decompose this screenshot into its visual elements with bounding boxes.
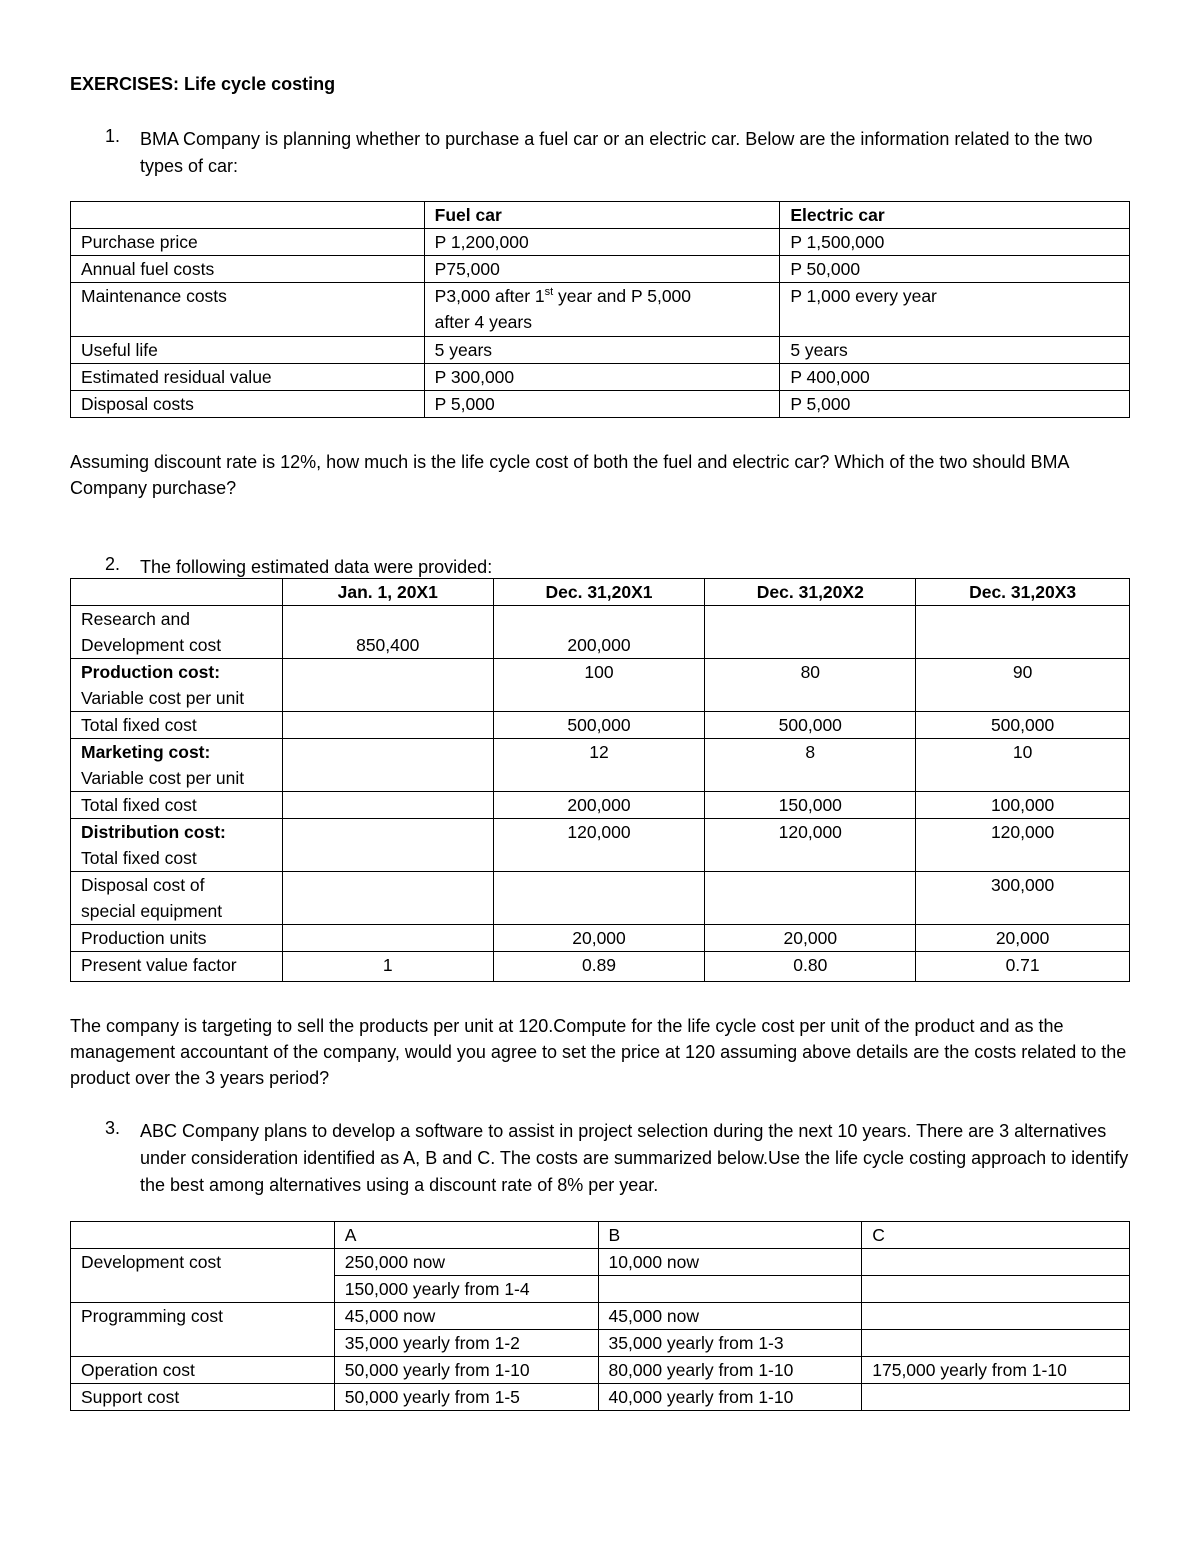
cell-value: 35,000 yearly from 1-3 — [598, 1330, 862, 1357]
row-label: Programming cost — [71, 1303, 335, 1357]
row-label: Total fixed cost — [71, 792, 283, 819]
cell-value: 175,000 yearly from 1-10 — [862, 1357, 1130, 1384]
table-row — [71, 925, 1130, 952]
cell-empty — [282, 872, 493, 925]
row-label: Development cost — [71, 1249, 335, 1303]
cell-empty — [862, 1330, 1130, 1357]
q2-header-col1: Jan. 1, 20X1 — [282, 579, 493, 606]
table-row — [71, 659, 1130, 712]
q2-number: 2. — [105, 554, 121, 574]
table-row — [71, 1357, 1130, 1384]
row-label: Disposal costs — [71, 391, 425, 418]
q3-header-row — [71, 1222, 1130, 1249]
electric-value: P 1,000 every year — [780, 283, 1130, 337]
fuel-value: 5 years — [424, 337, 780, 364]
fuel-maint-b: year and P 5,000 — [553, 286, 692, 306]
q1-header-blank — [71, 202, 425, 229]
disp-label-1: Disposal cost of — [81, 875, 205, 895]
table-row — [71, 283, 1130, 337]
row-label: Purchase price — [71, 229, 425, 256]
cell-value: 20,000 — [916, 925, 1130, 952]
q3-header-c: C — [862, 1222, 1130, 1249]
cell-empty — [916, 606, 1130, 659]
table-row — [71, 739, 1130, 792]
cell-value: 120,000 — [705, 819, 916, 872]
q2-question: The company is targeting to sell the products per unit at 120.Compute for the life cycle cost per unit of the product and as the management accountant of the company, would you agree to set the price at 120 assuming above details are the costs related to the product over the 3 years period? — [70, 1016, 1127, 1088]
electric-value: P 5,000 — [780, 391, 1130, 418]
fuel-value — [424, 283, 780, 337]
mkt-label-2: Variable cost per unit — [81, 768, 245, 788]
table-row — [71, 391, 1130, 418]
table-row — [71, 337, 1130, 364]
row-label: Operation cost — [71, 1357, 335, 1384]
q3-table — [70, 1221, 1130, 1411]
table-row — [71, 364, 1130, 391]
cell-value: 80,000 yearly from 1-10 — [598, 1357, 862, 1384]
cell-value: 500,000 — [916, 712, 1130, 739]
row-label: Useful life — [71, 337, 425, 364]
electric-value: P 1,500,000 — [780, 229, 1130, 256]
table-row — [71, 819, 1130, 872]
row-label — [71, 872, 283, 925]
cell-value: 80 — [705, 659, 916, 712]
electric-value: P 400,000 — [780, 364, 1130, 391]
q1-header-fuel: Fuel car — [424, 202, 780, 229]
q2-header-col3: Dec. 31,20X2 — [705, 579, 916, 606]
cell-empty — [282, 659, 493, 712]
q2-header-col4: Dec. 31,20X3 — [916, 579, 1130, 606]
row-label — [71, 606, 283, 659]
q3-header-blank — [71, 1222, 335, 1249]
dist-label-1: Distribution cost: — [81, 822, 226, 842]
cell-empty — [282, 739, 493, 792]
cell-empty — [705, 606, 916, 659]
q3-text: ABC Company plans to develop a software to assist in project selection during the next 10 years. There are 3 alternatives under consideration identified as A, B and C. The costs are summarized below.Use the life cycle costing approach to identify the best among alternatives using a discount rate of 8% per year. — [140, 1121, 1129, 1195]
q1-text: BMA Company is planning whether to purchase a fuel car or an electric car. Below are the information related to the two types of car: — [140, 129, 1093, 176]
cell-value: 850,400 — [282, 606, 493, 659]
cell-value: 200,000 — [493, 606, 705, 659]
fuel-maint-a: P3,000 after 1 — [434, 286, 545, 306]
disp-label-2: special equipment — [81, 901, 223, 921]
cell-value: 200,000 — [493, 792, 705, 819]
cell-value: 1 — [282, 952, 493, 982]
cell-value: 90 — [916, 659, 1130, 712]
table-row — [71, 229, 1130, 256]
cell-empty — [598, 1276, 862, 1303]
cell-value: 10 — [916, 739, 1130, 792]
prod-label-2: Variable cost per unit — [81, 688, 245, 708]
table-row — [71, 606, 1130, 659]
cell-value: 50,000 yearly from 1-10 — [334, 1357, 598, 1384]
cell-value: 0.89 — [493, 952, 705, 982]
cell-value: 12 — [493, 739, 705, 792]
cell-value: 8 — [705, 739, 916, 792]
cell-value: 150,000 yearly from 1-4 — [334, 1276, 598, 1303]
row-label — [71, 739, 283, 792]
table-row — [71, 1249, 1130, 1276]
rnd-label-2: Development cost — [81, 635, 222, 655]
q2-header-row — [71, 579, 1130, 606]
table-row — [71, 256, 1130, 283]
rnd-label-1: Research and — [81, 609, 190, 629]
cell-value: 20,000 — [493, 925, 705, 952]
fuel-maint-sup: st — [544, 286, 554, 299]
cell-value: 120,000 — [916, 819, 1130, 872]
dist-label-2: Total fixed cost — [81, 848, 197, 868]
q1-table — [70, 201, 1130, 418]
q2-header-col2: Dec. 31,20X1 — [493, 579, 705, 606]
table-row — [71, 952, 1130, 982]
cell-value: 20,000 — [705, 925, 916, 952]
table-row — [71, 712, 1130, 739]
cell-empty — [705, 872, 916, 925]
cell-empty — [282, 712, 493, 739]
cell-value: 100 — [493, 659, 705, 712]
cell-empty — [282, 819, 493, 872]
cell-value: 100,000 — [916, 792, 1130, 819]
fuel-value: P 300,000 — [424, 364, 780, 391]
mkt-label-1: Marketing cost: — [81, 742, 211, 762]
cell-value: 50,000 yearly from 1-5 — [334, 1384, 598, 1411]
prod-label-1: Production cost: — [81, 662, 221, 682]
fuel-value: P 5,000 — [424, 391, 780, 418]
cell-value: 10,000 now — [598, 1249, 862, 1276]
page-title: EXERCISES: Life cycle costing — [70, 74, 336, 94]
table-row — [71, 872, 1130, 925]
q3-header-a: A — [334, 1222, 598, 1249]
q1-header-electric: Electric car — [780, 202, 1130, 229]
cell-value: 150,000 — [705, 792, 916, 819]
row-label — [71, 659, 283, 712]
q2-table — [70, 578, 1130, 982]
row-label: Present value factor — [71, 952, 283, 982]
fuel-value: P75,000 — [424, 256, 780, 283]
table-row — [71, 792, 1130, 819]
row-label: Production units — [71, 925, 283, 952]
row-label: Total fixed cost — [71, 712, 283, 739]
row-label — [71, 819, 283, 872]
table-row — [71, 1384, 1130, 1411]
table-row — [71, 1303, 1130, 1330]
cell-empty — [862, 1276, 1130, 1303]
cell-empty — [493, 872, 705, 925]
cell-value: 300,000 — [916, 872, 1130, 925]
cell-value: 45,000 now — [598, 1303, 862, 1330]
q1-number: 1. — [105, 126, 121, 146]
cell-empty — [282, 792, 493, 819]
q1-question: Assuming discount rate is 12%, how much is the life cycle cost of both the fuel and electric car? Which of the two should BMA Company purchase? — [70, 452, 1069, 498]
q2-text: The following estimated data were provided: — [140, 557, 493, 577]
cell-value: 250,000 now — [334, 1249, 598, 1276]
electric-value: P 50,000 — [780, 256, 1130, 283]
cell-value: 500,000 — [705, 712, 916, 739]
cell-value: 40,000 yearly from 1-10 — [598, 1384, 862, 1411]
cell-value: 35,000 yearly from 1-2 — [334, 1330, 598, 1357]
row-label: Estimated residual value — [71, 364, 425, 391]
cell-value: 120,000 — [493, 819, 705, 872]
q1-header-row — [71, 202, 1130, 229]
row-label: Maintenance costs — [71, 283, 425, 337]
row-label: Support cost — [71, 1384, 335, 1411]
q3-number: 3. — [105, 1118, 121, 1138]
cell-empty — [282, 925, 493, 952]
cell-empty — [862, 1384, 1130, 1411]
electric-value: 5 years — [780, 337, 1130, 364]
row-label: Annual fuel costs — [71, 256, 425, 283]
q3-header-b: B — [598, 1222, 862, 1249]
cell-value: 45,000 now — [334, 1303, 598, 1330]
q2-header-blank — [71, 579, 283, 606]
fuel-value: P 1,200,000 — [424, 229, 780, 256]
cell-value: 500,000 — [493, 712, 705, 739]
cell-empty — [862, 1249, 1130, 1276]
cell-value: 0.80 — [705, 952, 916, 982]
fuel-maint-c: after 4 years — [434, 312, 532, 332]
cell-empty — [862, 1303, 1130, 1330]
cell-value: 0.71 — [916, 952, 1130, 982]
